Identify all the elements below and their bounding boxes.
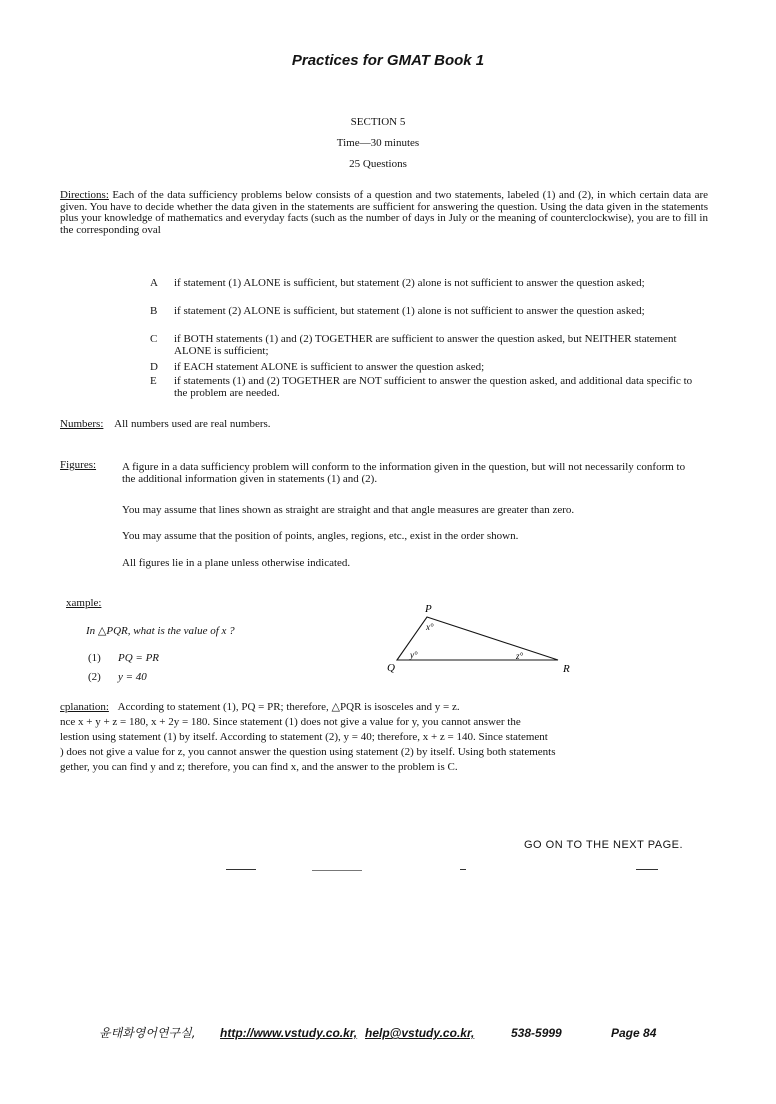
triangle-outline <box>397 617 558 660</box>
explanation-line-5: gether, you can find y and z; therefore, you can find x, and the answer to the problem is C. <box>60 761 458 773</box>
divider <box>226 869 256 870</box>
explanation-text-1: According to statement (1), PQ = PR; therefore, △PQR is isosceles and y = z. <box>117 701 460 713</box>
footer-url-link[interactable]: http://www.vstudy.co.kr, <box>220 1026 358 1040</box>
vertex-r-label: R <box>563 663 570 675</box>
vertex-p-label: P <box>425 603 432 615</box>
example-statement-1: PQ = PR <box>118 652 160 664</box>
example-statement-2-number: (2) <box>88 671 101 683</box>
angle-x-label: x° <box>426 622 434 632</box>
explanation-line-3: lestion using statement (1) by itself. According to statement (2), y = 40; therefore, x + z = 140. Since statement <box>60 731 548 743</box>
section-title: SECTION 5 <box>350 116 406 128</box>
option-text: if EACH statement ALONE is sufficient to answer the question asked; <box>174 361 485 373</box>
divider <box>312 870 362 871</box>
example-question: In △PQR, what is the value of x ? <box>86 625 235 637</box>
option-b <box>150 306 690 330</box>
option-c <box>150 334 690 358</box>
option-d <box>150 362 690 374</box>
divider <box>460 869 466 870</box>
page-header-title: Practices for GMAT Book 1 <box>291 52 485 69</box>
footer-email-link[interactable]: help@vstudy.co.kr, <box>365 1026 475 1040</box>
footer-korean-name: 윤태화영어연구실, <box>99 1026 196 1040</box>
explanation-line-1 <box>60 702 710 714</box>
example-statement-1-number: (1) <box>88 652 101 664</box>
footer-phone: 538-5999 <box>511 1026 562 1040</box>
option-letter: E <box>150 375 157 387</box>
directions-label: Directions: <box>60 189 109 201</box>
footer-page-number: Page 84 <box>611 1026 657 1040</box>
option-text: if statements (1) and (2) TOGETHER are NOT sufficient to answer the question asked, and additional data specific to the problem are needed. <box>174 375 693 399</box>
figures-text-4: All figures lie in a plane unless otherwise indicated. <box>122 557 351 569</box>
option-text: if statement (1) ALONE is sufficient, but statement (2) alone is not sufficient to answer the question asked; <box>174 277 645 289</box>
section-question-count: 25 Questions <box>349 158 407 170</box>
vertex-q-label: Q <box>387 662 395 674</box>
triangle-pqr-figure <box>380 600 580 680</box>
numbers-label: Numbers: <box>60 418 104 430</box>
numbers-text: All numbers used are real numbers. <box>114 418 271 430</box>
example-label: xample: <box>66 597 102 609</box>
directions-paragraph <box>60 190 708 236</box>
option-text: if BOTH statements (1) and (2) TOGETHER are sufficient to answer the question asked, but NEITHER statement ALONE is sufficient; <box>174 333 677 357</box>
figures-text-2: You may assume that lines shown as straight are straight and that angle measures are greater than zero. <box>122 504 575 516</box>
directions-text: Each of the data sufficiency problems below consists of a question and two statements, labeled (1) and (2), in which certain data are given. You have to decide whether the data given in the statements are sufficient for answering the question. Using the data given in the statements plus your knowledge of mathematics and everyday facts (such as the number of days in July or the meaning of counterclockwise), you are to fill in the corresponding oval <box>60 189 708 236</box>
figures-text-1: A figure in a data sufficiency problem will conform to the information given in the question, but will not necessarily conform to the additional information given in statements (1) and (2). <box>122 461 686 485</box>
go-on-notice: GO ON TO THE NEXT PAGE. <box>524 839 684 851</box>
option-a <box>150 278 690 302</box>
option-letter: D <box>150 361 158 373</box>
option-text: if statement (2) ALONE is sufficient, but statement (1) alone is not sufficient to answer the question asked; <box>174 305 645 317</box>
example-statement-2: y = 40 <box>118 671 147 683</box>
option-letter: A <box>150 277 158 289</box>
explanation-line-2: nce x + y + z = 180, x + 2y = 180. Since statement (1) does not give a value for y, you cannot answer the <box>60 716 521 728</box>
explanation-label: cplanation: <box>60 701 109 713</box>
angle-z-label: z° <box>516 651 524 661</box>
figures-text-3: You may assume that the position of points, angles, regions, etc., exist in the order shown. <box>122 530 519 542</box>
option-letter: B <box>150 305 158 317</box>
divider <box>636 869 658 870</box>
numbers-paragraph <box>60 418 700 431</box>
option-letter: C <box>150 333 158 345</box>
option-e <box>150 375 693 400</box>
explanation-line-4: ) does not give a value for z, you cannot answer the question using statement (2) by itself. Using both statements <box>60 746 556 758</box>
figures-label: Figures: <box>60 459 97 471</box>
section-time: Time—30 minutes <box>336 137 420 149</box>
angle-y-label: y° <box>410 650 418 660</box>
